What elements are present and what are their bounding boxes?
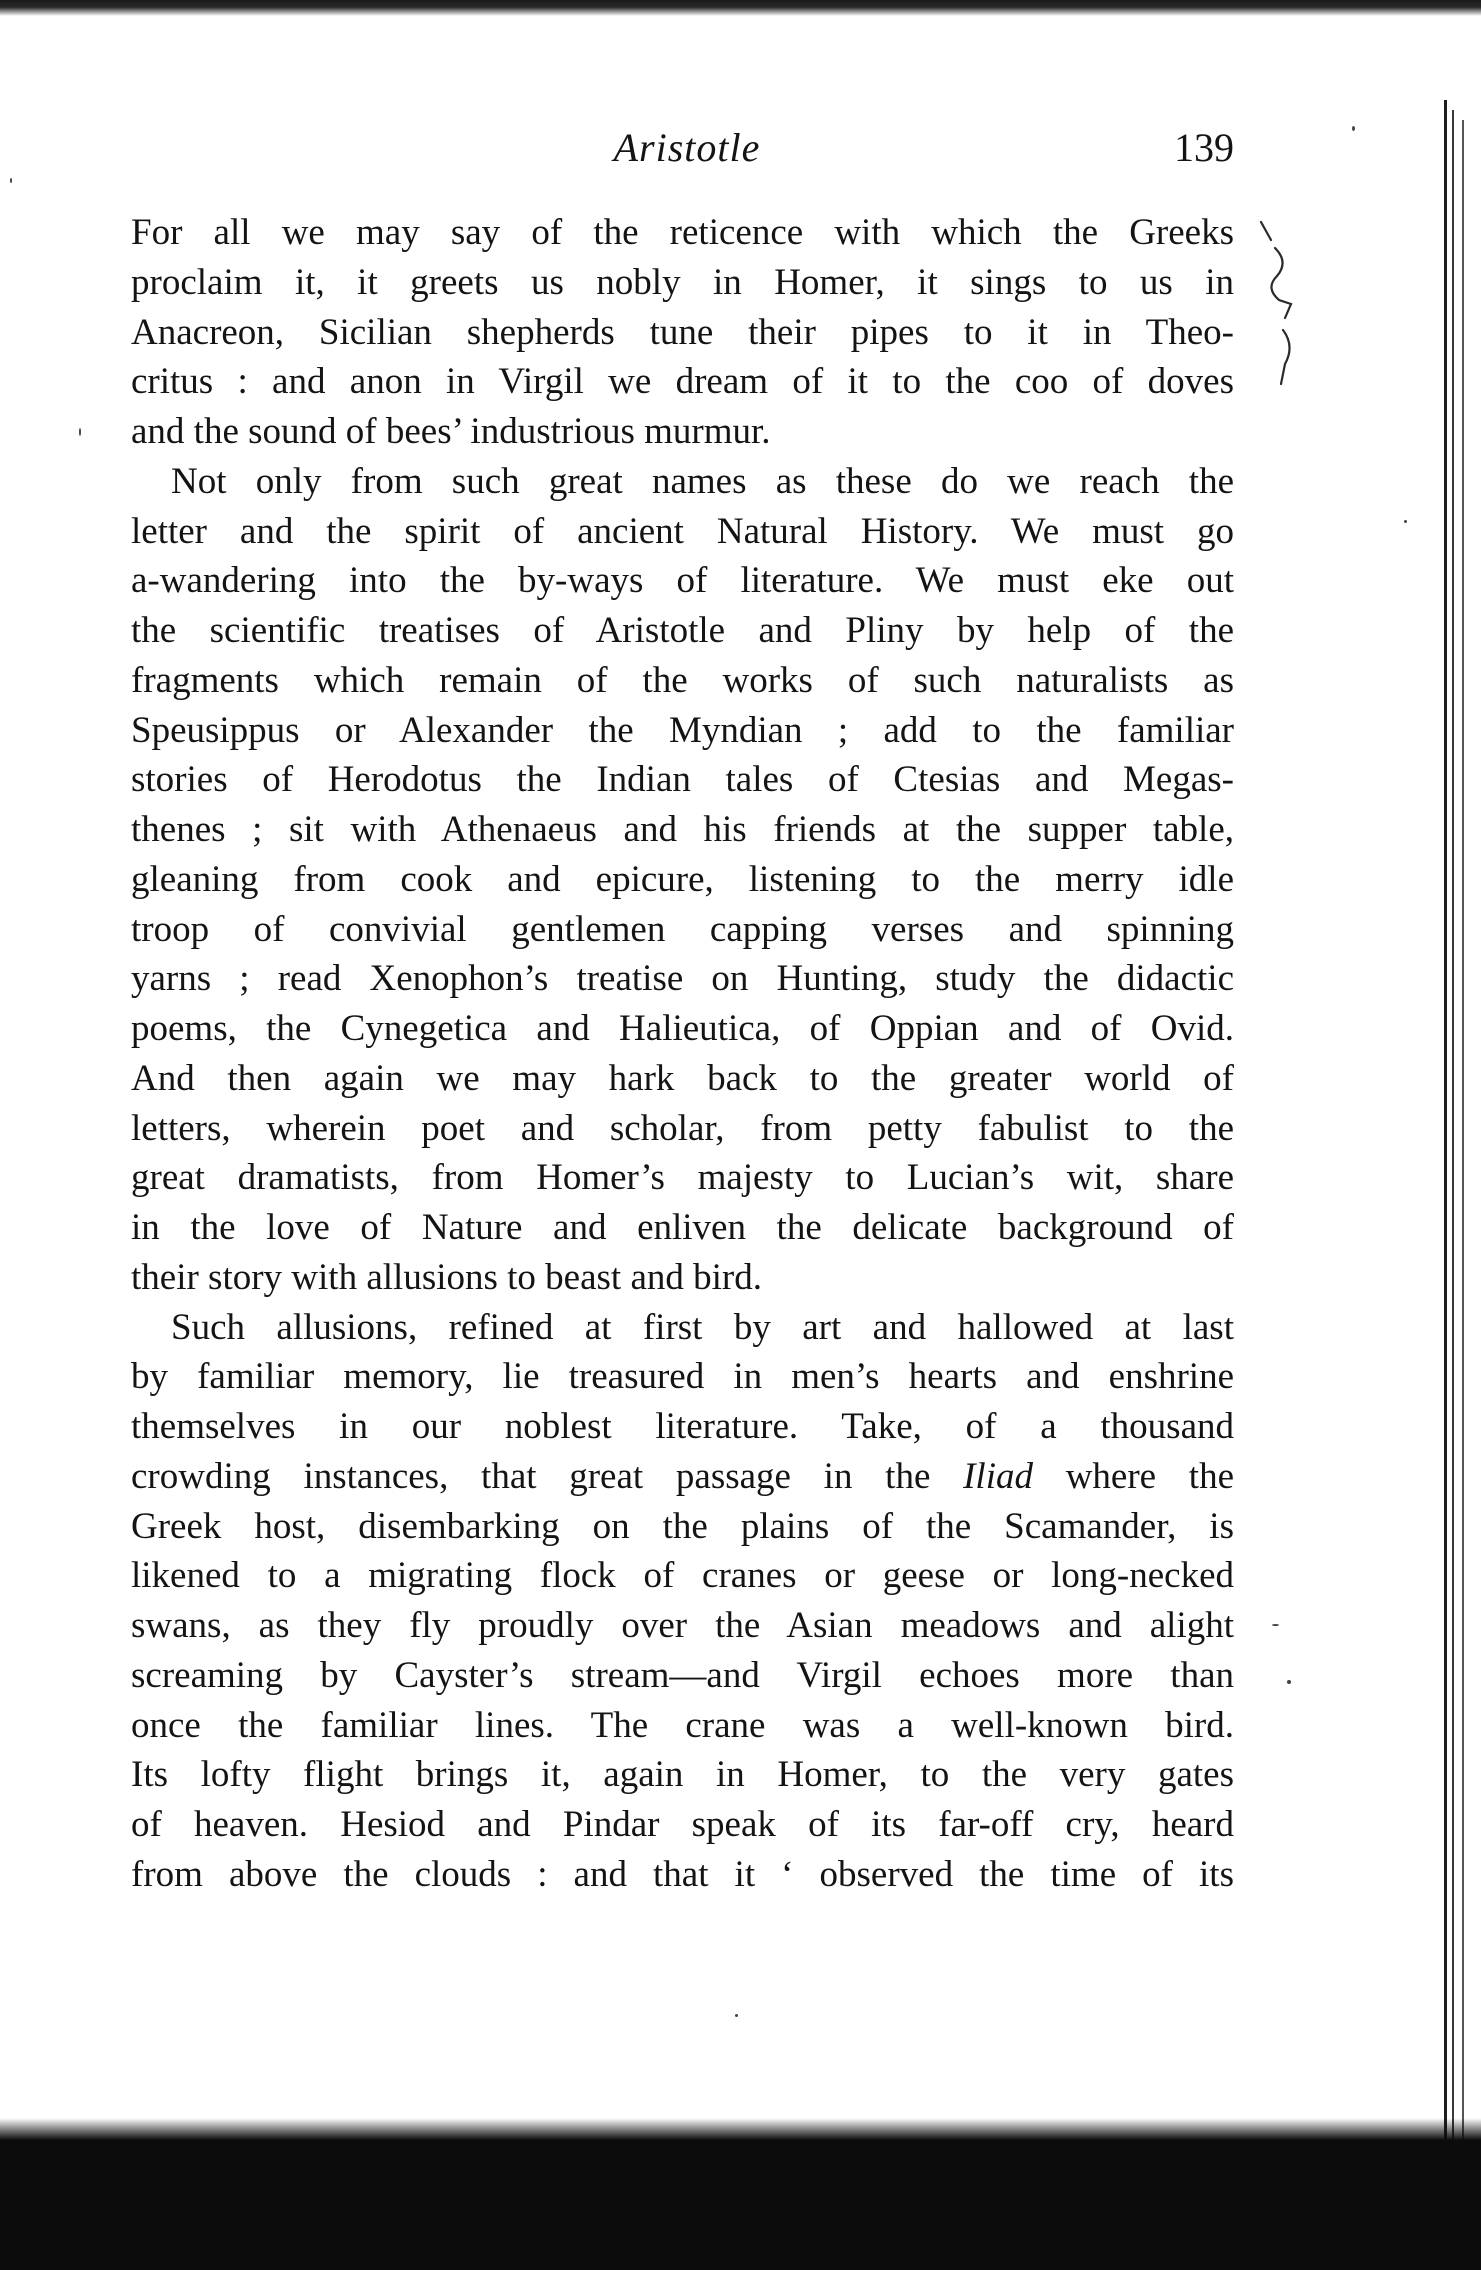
text-line: from above the clouds : and that it ‘ observed the time of its bbox=[131, 1853, 1234, 1895]
text-line: Not only from such great names as these do we reach the bbox=[171, 460, 1234, 502]
text-line: Greek host, disembarking on the plains of the Scamander, is bbox=[131, 1505, 1234, 1547]
scan-speck bbox=[1272, 1624, 1279, 1626]
book-title-iliad: Iliad bbox=[963, 1455, 1033, 1497]
text-segment: crowding instances, that great passage in the bbox=[131, 1455, 964, 1497]
scan-speck bbox=[735, 2014, 738, 2017]
scan-shadow-bottom bbox=[0, 2140, 1481, 2270]
scan-speck bbox=[1404, 520, 1407, 523]
text-line: yarns ; read Xenophon’s treatise on Hunting, study the didactic bbox=[131, 958, 1234, 1000]
text-line: their story with allusions to beast and bird. bbox=[131, 1256, 762, 1298]
page-gutter-edge bbox=[1452, 110, 1454, 2150]
text-line: poems, the Cynegetica and Halieutica, of Oppian and of Ovid. bbox=[131, 1008, 1234, 1049]
text-line: a-wandering into the by-ways of literature. We must eke out bbox=[131, 560, 1234, 602]
scan-speck bbox=[79, 428, 81, 436]
text-line: And then again we may hark back to the greater world of bbox=[131, 1057, 1234, 1099]
scan-shadow-top bbox=[0, 0, 1481, 16]
text-line: gleaning from cook and epicure, listening to the merry idle bbox=[131, 858, 1234, 900]
text-segment: where the bbox=[1032, 1455, 1234, 1497]
text-line: once the familiar lines. The crane was a well-known bird. bbox=[131, 1704, 1234, 1746]
text-line bbox=[131, 1452, 1234, 1502]
running-title: Aristotle bbox=[613, 125, 761, 170]
text-line: themselves in our noblest literature. Take, of a thousand bbox=[131, 1406, 1234, 1447]
running-head bbox=[0, 118, 1481, 178]
scan-speck bbox=[10, 178, 12, 183]
text-line: Such allusions, refined at first by art and hallowed at last bbox=[171, 1306, 1234, 1348]
scan-speck bbox=[1287, 1680, 1291, 1684]
text-line: swans, as they fly proudly over the Asian meadows and alight bbox=[131, 1605, 1234, 1646]
text-line: letter and the spirit of ancient Natural History. We must go bbox=[131, 510, 1234, 552]
text-line: stories of Herodotus the Indian tales of Ctesias and Megas- bbox=[131, 759, 1234, 801]
text-line: likened to a migrating flock of cranes or geese or long-necked bbox=[131, 1555, 1234, 1597]
text-line: troop of convivial gentlemen capping verses and spinning bbox=[131, 908, 1234, 950]
text-line: great dramatists, from Homer’s majesty to Lucian’s wit, share bbox=[131, 1157, 1234, 1199]
text-line: letters, wherein poet and scholar, from petty fabulist to the bbox=[131, 1107, 1234, 1149]
margin-bracket-mark bbox=[1255, 218, 1299, 388]
text-line: and the sound of bees’ industrious murmur. bbox=[131, 411, 771, 452]
text-line: fragments which remain of the works of such naturalists as bbox=[131, 659, 1234, 701]
body-text bbox=[131, 208, 1234, 1900]
text-line: thenes ; sit with Athenaeus and his friends at the supper table, bbox=[131, 809, 1234, 850]
scan-speck bbox=[1352, 126, 1355, 131]
text-line: critus : and anon in Virgil we dream of it to the coo of doves bbox=[131, 361, 1234, 403]
text-line: Anacreon, Sicilian shepherds tune their pipes to it in Theo- bbox=[131, 311, 1234, 353]
text-line: Its lofty flight brings it, again in Homer, to the very gates bbox=[131, 1754, 1234, 1796]
text-line: the scientific treatises of Aristotle and Pliny by help of the bbox=[131, 610, 1234, 651]
text-line: proclaim it, it greets us nobly in Homer, it sings to us in bbox=[131, 261, 1234, 303]
text-line: For all we may say of the reticence with which the Greeks bbox=[131, 212, 1234, 253]
page-gutter-edge bbox=[1444, 100, 1447, 2160]
page-gutter-edge bbox=[1462, 120, 1464, 2150]
page-number: 139 bbox=[1174, 125, 1234, 170]
text-line: in the love of Nature and enliven the delicate background of bbox=[131, 1207, 1234, 1248]
text-line: screaming by Cayster’s stream—and Virgil echoes more than bbox=[131, 1654, 1234, 1696]
text-line: Speusippus or Alexander the Myndian ; add to the familiar bbox=[131, 709, 1234, 751]
text-line: of heaven. Hesiod and Pindar speak of its far-off cry, heard bbox=[131, 1804, 1234, 1845]
text-line: by familiar memory, lie treasured in men’s hearts and enshrine bbox=[131, 1356, 1234, 1398]
